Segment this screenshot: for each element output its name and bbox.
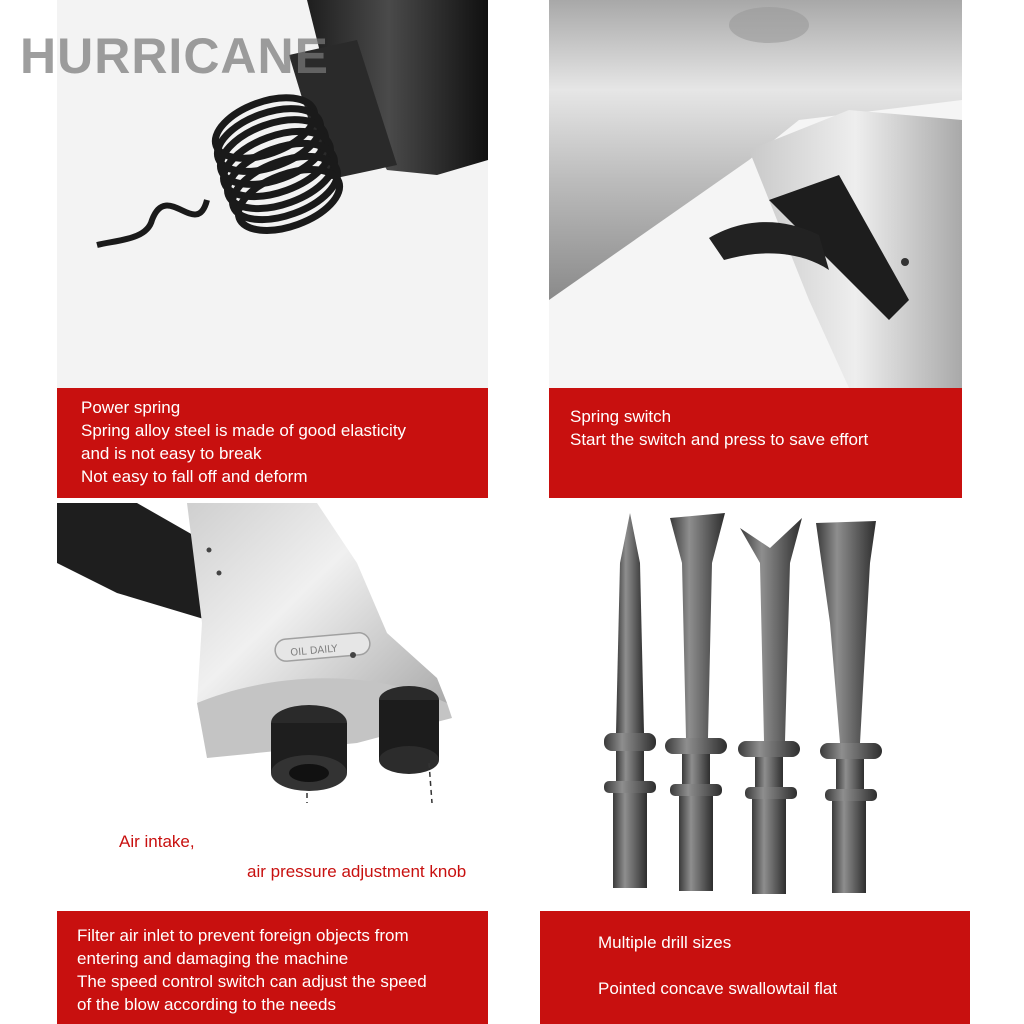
power-spring-caption <box>57 388 488 498</box>
air-intake-callout: Air intake, <box>119 832 195 851</box>
caption-line: Power spring <box>81 398 181 417</box>
panel-drill-bits <box>540 503 970 1024</box>
air-inlet-caption <box>57 911 488 1024</box>
drill-bits-caption <box>540 911 970 1024</box>
drill-bits-photo <box>540 503 970 913</box>
caption-line: Spring alloy steel is made of good elasticity <box>81 421 407 440</box>
caption-line: Spring switch <box>570 407 672 426</box>
caption-line: Start the switch and press to save effort <box>570 430 869 449</box>
caption-line: and is not easy to break <box>81 444 262 463</box>
oil-daily-marking: OIL DAILY <box>289 643 338 659</box>
panel-spring-switch <box>549 0 962 498</box>
caption-line: entering and damaging the machine <box>77 949 349 968</box>
caption-line: Pointed concave swallowtail flat <box>598 979 838 998</box>
caption-line: of the blow according to the needs <box>77 995 336 1014</box>
spring-switch-caption <box>549 388 962 498</box>
pressure-knob-callout: air pressure adjustment knob <box>247 862 467 881</box>
caption-line: Filter air inlet to prevent foreign objects from <box>77 926 409 945</box>
brand-logo: HURRICANE <box>20 28 329 84</box>
air-inlet-photo <box>57 503 488 803</box>
panel-air-inlet <box>57 503 488 1024</box>
caption-line: The speed control switch can adjust the speed <box>77 972 427 991</box>
spring-switch-photo <box>549 0 962 388</box>
caption-line: Not easy to fall off and deform <box>81 467 308 486</box>
caption-line: Multiple drill sizes <box>598 933 732 952</box>
